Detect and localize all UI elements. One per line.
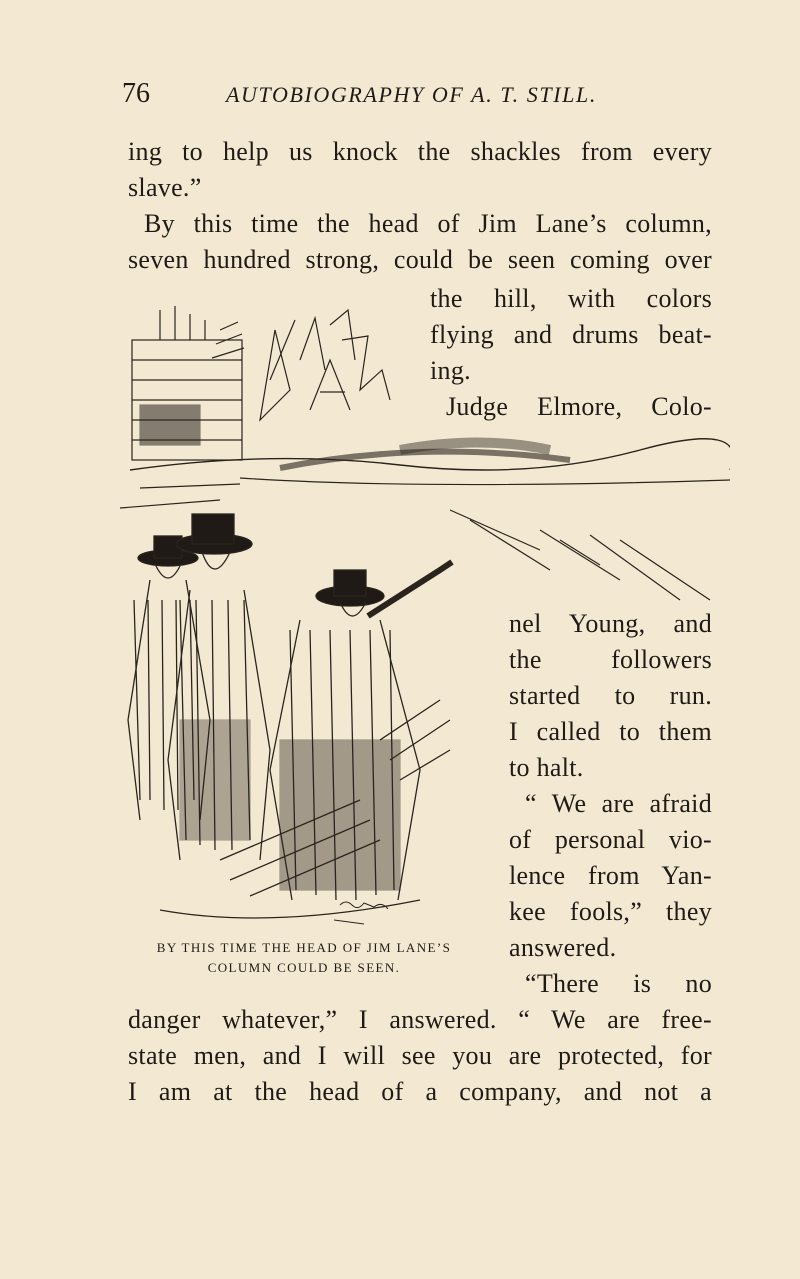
text-line: ing to help us knock the shackles from every [128, 137, 712, 166]
page-number: 76 [122, 78, 150, 109]
text-line: flying and drums beat- [430, 320, 712, 349]
building-drawing [132, 306, 244, 460]
text-line: answered. [509, 933, 617, 962]
text-line: nel Young, and [509, 609, 712, 638]
men-figures [128, 514, 452, 918]
text-line: lence from Yan- [509, 861, 712, 890]
text-line: state men, and I will see you are protected, for [128, 1041, 712, 1070]
text-line: I am at the head of a company, and not a [128, 1077, 712, 1106]
text-line: By this time the head of Jim Lane’s column, [144, 209, 712, 238]
flag-drawing [260, 318, 325, 420]
text-line: Judge Elmore, Colo- [446, 392, 712, 421]
text-line: the hill, with colors [430, 284, 712, 313]
text-line: I called to them [509, 717, 712, 746]
text-line: kee fools,” they [509, 897, 712, 926]
text-line: to halt. [509, 753, 584, 782]
text-line: “There is no [525, 969, 712, 998]
text-line: ing. [430, 356, 471, 385]
caption-line: COLUMN COULD BE SEEN. [207, 960, 401, 975]
illustration-caption [132, 938, 476, 978]
text-line: “ We are afraid [525, 789, 712, 818]
text-line: seven hundred strong, could be seen coming over [128, 245, 712, 274]
running-head: AUTOBIOGRAPHY OF A. T. STILL. [226, 82, 597, 107]
text-line: of personal vio- [509, 825, 712, 854]
caption-line: BY THIS TIME THE HEAD OF JIM LANE’S [156, 940, 452, 955]
text-line: danger whatever,” I answered. “ We are free- [128, 1005, 712, 1034]
page-header [122, 78, 710, 118]
text-line: slave.” [128, 173, 202, 202]
text-line: started to run. [509, 681, 712, 710]
text-line: the followers [509, 645, 712, 674]
